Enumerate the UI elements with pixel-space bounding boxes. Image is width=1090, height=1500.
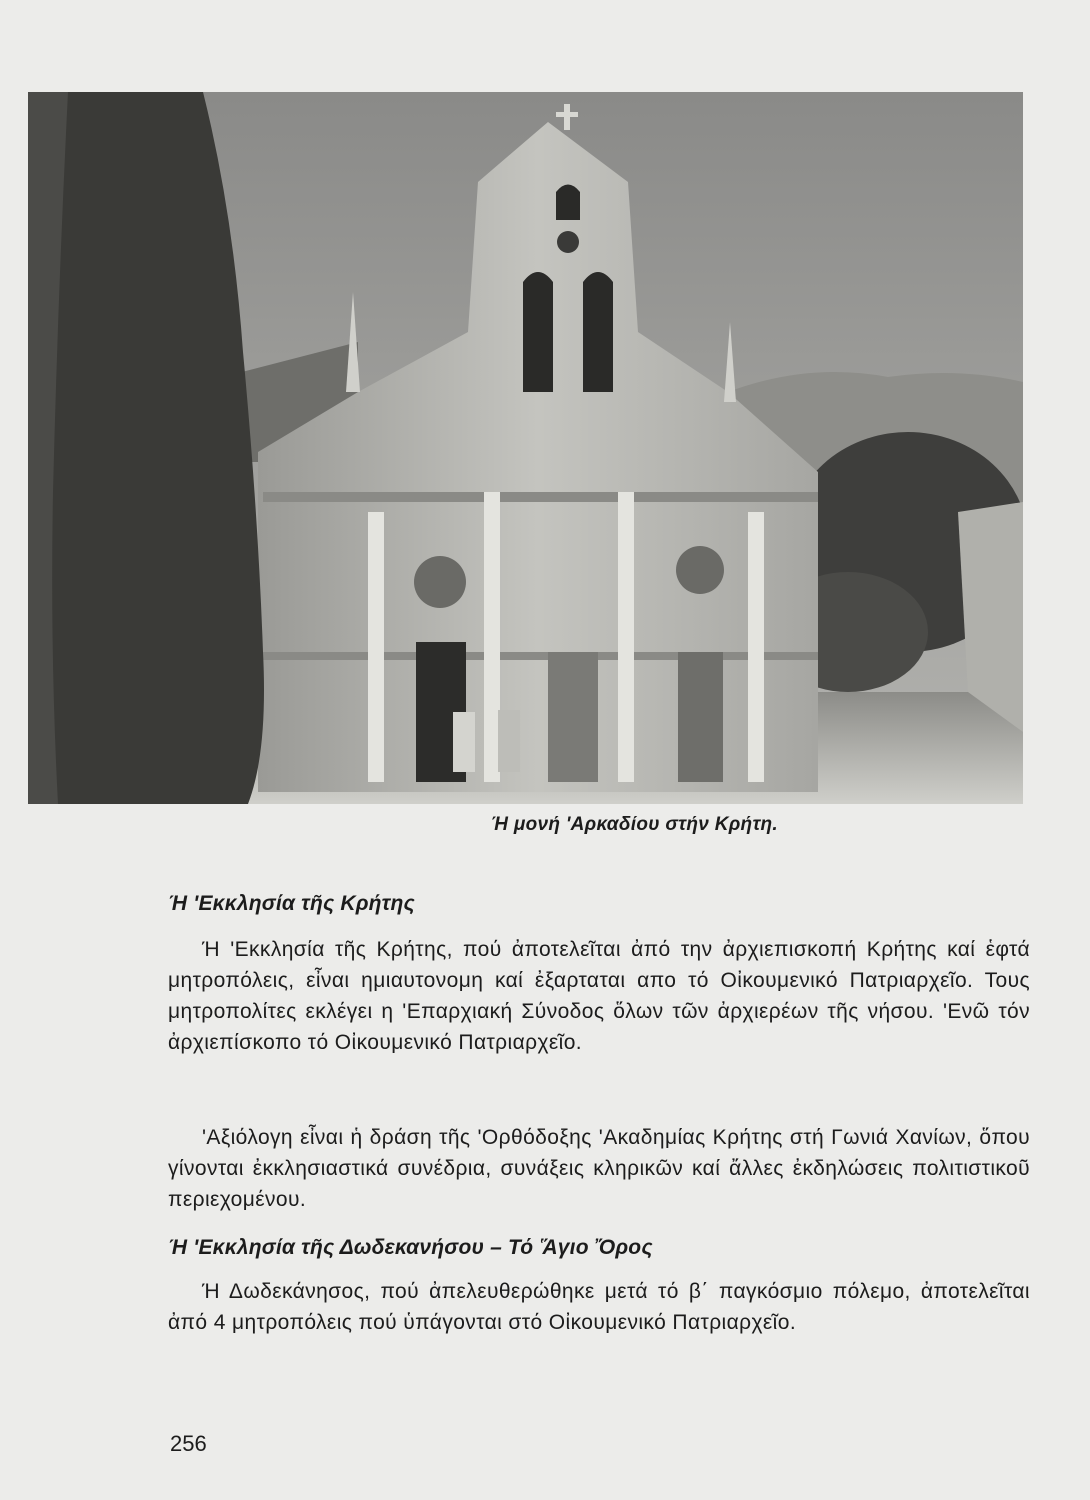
section-heading-crete: Ή 'Εκκλησία τῆς Κρήτης [168, 892, 415, 915]
paragraph-crete-church: Ή 'Εκκλησία τῆς Κρήτης, πού ἀποτελεῖται ἀπό την ἀρχιεπισκοπή Κρήτης καί ἑφτά μητροπόλεις, εἶναι ημιαυτονομη καί ἐξαρταται απο τό Οἰκουμενικό Πατριαρχεῖο. Τους μητροπολίτες εκλέγει η 'Επαρχιακή Σύνοδος ὅλων τῶν ἀρχιερέων τῆς νήσου. 'Ενῶ τόν ἀρχιεπίσκοπο τό Οἰκουμενικό Πατριαρχεῖο. [168, 938, 1030, 1054]
paragraph-dodecanese: Ή Δωδεκάνησος, πού ἀπελευθερώθηκε μετά τό β΄ παγκόσμιο πόλεμο, ἀποτελεῖται ἀπό 4 μητροπόλεις πού ὑπάγονται στό Οἰκουμενικό Πατριαρχεῖο. [168, 1280, 1030, 1334]
paragraph-orthodox-academy: 'Αξιόλογη εἶναι ἡ δράση τῆς 'Ορθόδοξης 'Ακαδημίας Κρήτης στή Γωνιά Χανίων, ὅπου γίνονται ἐκκλησιαστικά συνέδρια, συνάξεις κληρικῶν καί ἄλλες ἐκδηλώσεις πολιτιστικοῦ περιεχομένου. [168, 1126, 1030, 1211]
page-number: 256 [170, 1431, 207, 1456]
arkadi-monastery-image [28, 92, 1023, 804]
section-heading-dodecanese: Ή 'Εκκλησία τῆς Δωδεκανήσου – Τό Ἅγιο Ὄρος [168, 1236, 653, 1259]
figure-caption: Ή μονή 'Αρκαδίου στήν Κρήτη. [490, 814, 778, 835]
monastery-photo [28, 92, 1023, 804]
